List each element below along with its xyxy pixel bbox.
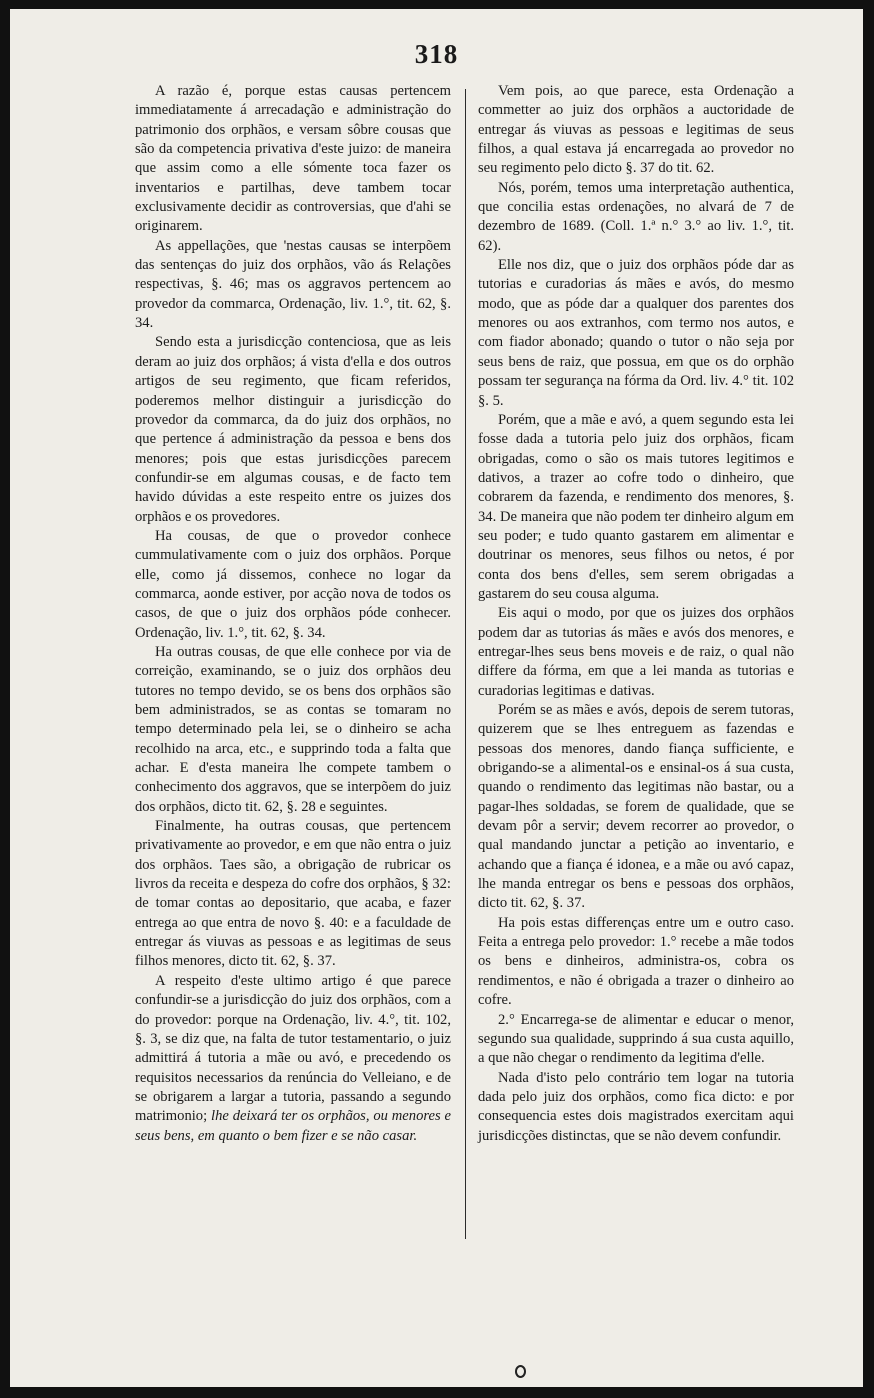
paragraph: Ha cousas, de que o provedor conhece cummulativamente com o juiz dos orphãos. Porque elle, como já dissemos, conhece no logar da commarca, aonde estiver, por acção nova de todos os casos, de que o juiz dos orphãos póde conhecer. Ordenação, liv. 1.°, tit. 62, §. 34. [135,527,451,641]
paragraph: Nada d'isto pelo contrário tem logar na tutoria dada pelo juiz dos orphãos, como fica dicto: e por consequencia estes dois magistrados exercitam aqui jurisdicções distinctas, que se não devem confundir. [478,1069,794,1144]
paragraph: Ha pois estas differenças entre um e outro caso. Feita a entrega pelo provedor: 1.° recebe a mãe todos os bens e dinheiros, administra-os, cobra os rendimentos, e não é obrigada a trazer o dinheiro ao cofre. [478,914,794,1009]
book-page [10,9,863,1387]
paragraph: Finalmente, ha outras cousas, que pertencem privativamente ao provedor, e em que não entra o juiz dos orphãos. Taes são, a obrigação de rubricar os livros da receita e despeza do cofre dos orphãos, § 32: de tomar contas ao depositario, que acaba, e fazer entrega ao que entra de novo §. 40: e a faculdade de entregar ás viuvas as pessoas e as legitimas de seus filhos menores, dicto tit. 62, §. 37. [135,818,451,970]
paragraph: Vem pois, ao que parece, esta Ordenação a commetter ao juiz dos orphãos a auctoridade de entregar ás viuvas as pessoas e legitimas de seus filhos, a qual estava já encarregada ao provedor no seu regimento pelo dicto §. 37 do tit. 62. [478,83,794,177]
page-number: 318 [414,39,459,69]
paragraph: Porém, que a mãe e avó, a quem segundo esta lei fosse dada a tutoria pelo juiz dos orphãos, ficam obrigadas, como o são os mais tutores legitimos e dativos, a trazer ao cofre todo o dinheiro, que cobrarem da fazenda, e rendimento dos menores, §. 34. De maneira que não podem ter dinheiro algum em seu poder; e tudo quanto gastarem em alimentar e doutrinar os menores, seus filhos ou netos, é por conta dos bens d'elles, sem serem obrigadas a gastarem do seu cousa alguma. [478,411,794,602]
paragraph: Porém se as mães e avós, depois de serem tutoras, quizerem que se lhes entreguem as fazendas e pessoas dos menores, dando fiança sufficiente, e obrigando-se a alimental-os e ensinal-os á sua custa, quando o rendimento das legitimas não bastar, ou a pagar-lhes soldadas, se forem de qualidade, que se devam pôr a servir; devem recorrer ao provedor, o qual mandando junctar a petição ao inventario, e achando que a fiança é idonea, e a mãe ou avó capaz, lhe manda entregar os bens e pessoas dos orphãos, dicto tit. 62, §. 37. [478,702,794,912]
printer-mark [515,1365,526,1378]
paragraph: Eis aqui o modo, por que os juizes dos orphãos podem dar as tutorias ás mães e avós dos menores, e entregar-lhes seus bens moveis e de raiz, o qual não differe da fórma, em que a lei manda as tutorias e curadorias legitimas e dativas. [478,605,794,699]
paragraph: As appellações, que 'nestas causas se interpõem das sentenças do juiz dos orphãos, vão ás Relações respectivas, §. 46; mas os aggravos pertencem ao provedor da commarca, Ordenação, liv. 1.°, tit. 62, §. 34. [135,237,451,332]
left-column [135,82,451,1146]
paragraph: Elle nos diz, que o juiz dos orphãos póde dar as tutorias e curadorias ás mães e avós, do mesmo modo, que as póde dar a qualquer dos parentes dos menores ou aos extranhos, com termo nos autos, e com fiador abonado; quando o tutor o não seja por seus bens de raiz, que possua, em que os do orphão possam ter segurança na fórma da Ord. liv. 4.° tit. 102 §. 5. [478,257,794,409]
paragraph-text: A respeito d'este ultimo artigo é que parece confundir-se a jurisdicção do juiz dos orphãos, com a do provedor: porque na Ordenação, liv. 4.°, tit. 102, §. 3, se diz que, na falta de tutor testamentario, o juiz admittirá á tutoria a mãe ou avó, e precedendo os requisitos necessarios da renúncia do Velleiano, e de se obrigarem a largar a tutoria, passando a segundo matrimonio; [135,972,451,1125]
paragraph: Ha outras cousas, de que elle conhece por via de correição, examinando, se o juiz dos orphãos deu tutores no tempo devido, se os bens dos orphãos são bem administrados, se as contas se tomaram no tempo determinado pela lei, se o dinheiro se acha recolhido na arca, etc., e supprindo toda a falta que achar. E d'esta maneira lhe compete tambem o conhecimento dos aggravos, que se interpõem do juiz dos orphãos, dicto tit. 62, §. 28 e seguintes. [135,643,451,815]
paragraph-last [135,972,451,1146]
right-column [478,82,794,1146]
paragraph: 2.° Encarrega-se de alimentar e educar o menor, segundo sua qualidade, supprindo á sua custa aquillo, a que não chegar o rendimento da legitima d'elle. [478,1011,794,1067]
column-divider [465,89,466,1239]
paragraph: A razão é, porque estas causas pertencem immediatamente á arrecadação e administração do patrimonio dos orphãos, e versam sôbre cousas que são da competencia privativa d'este juizo: de maneira que assim como a elle sómente toca fazer os inventarios e partilhas, deve tambem tocar exclusivamente decidir as controversias, que d'ahi se originarem. [135,83,451,235]
paragraph: Nós, porém, temos uma interpretação authentica, que concilia estas ordenações, no alvará de 7 de dezembro de 1689. (Coll. 1.ª n.° 3.° ao liv. 1.°, tit. 62). [478,179,794,254]
paragraph: Sendo esta a jurisdicção contenciosa, que as leis deram ao juiz dos orphãos; á vista d'ella e dos outros artigos de seu regimento, que ficam referidos, poderemos melhor distinguir a jurisdicção do provedor da commarca, da do juiz dos orphãos, no que pertence á administração da pessoa e bens dos menores; pois que estas jurisdicções parecem confundir-se em algumas cousas, e de facto tem havido dúvidas a este respeito entre os juizes dos orphãos e os provedores. [135,334,451,525]
italic-quotation: lhe deixará ter os orphãos, ou menores e seus bens, em quanto o bem fizer e se não casar. [135,1108,451,1144]
